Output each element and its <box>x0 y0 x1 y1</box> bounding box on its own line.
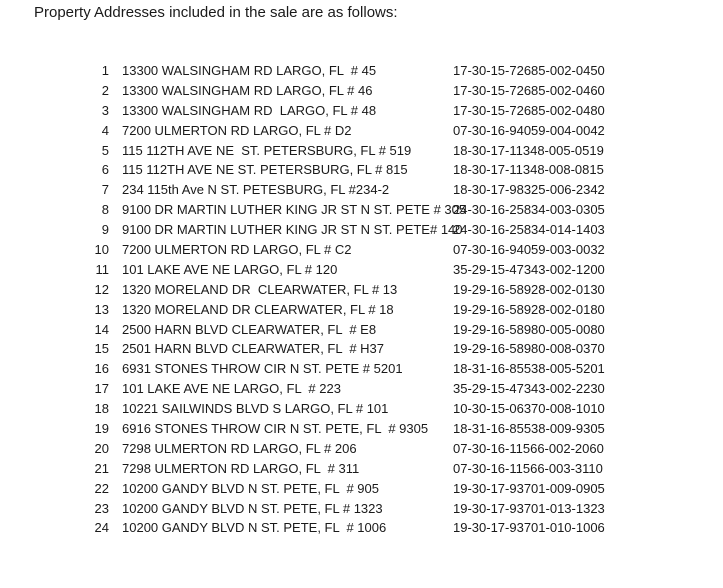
row-number: 20 <box>94 440 109 456</box>
document-heading: Property Addresses included in the sale are as follows: <box>34 4 398 21</box>
property-address: 10221 SAILWINDS BLVD S LARGO, FL # 101 <box>122 401 389 417</box>
property-row <box>0 81 723 101</box>
row-number: 23 <box>94 500 109 516</box>
parcel-number: 10-30-15-06370-008-1010 <box>453 401 605 417</box>
row-number: 14 <box>94 321 109 337</box>
property-address: 13300 WALSINGHAM RD LARGO, FL # 48 <box>122 102 377 118</box>
property-address: 7298 ULMERTON RD LARGO, FL # 206 <box>122 440 357 456</box>
property-row <box>0 220 723 240</box>
row-number: 17 <box>94 381 109 397</box>
property-address: 10200 GANDY BLVD N ST. PETE, FL # 905 <box>122 480 379 496</box>
property-row <box>0 180 723 200</box>
property-row <box>0 518 723 538</box>
row-number: 10 <box>94 242 109 258</box>
parcel-number: 35-29-15-47343-002-2230 <box>453 381 605 397</box>
parcel-number: 18-31-16-85538-009-9305 <box>453 421 605 437</box>
row-number: 18 <box>94 401 109 417</box>
parcel-number: 19-29-16-58980-008-0370 <box>453 341 605 357</box>
row-number: 21 <box>94 460 109 476</box>
property-address: 7298 ULMERTON RD LARGO, FL # 311 <box>122 460 360 476</box>
parcel-number: 19-29-16-58928-002-0130 <box>453 281 605 297</box>
property-row <box>0 399 723 419</box>
property-row <box>0 459 723 479</box>
property-row <box>0 260 723 280</box>
property-row <box>0 359 723 379</box>
parcel-number: 19-30-17-93701-013-1323 <box>453 500 605 516</box>
property-row <box>0 339 723 359</box>
row-number: 2 <box>101 82 109 98</box>
parcel-number: 18-30-17-11348-005-0519 <box>453 142 604 158</box>
parcel-number: 18-30-17-98325-006-2342 <box>453 182 605 198</box>
parcel-number: 18-30-17-11348-008-0815 <box>453 162 604 178</box>
parcel-number: 17-30-15-72685-002-0450 <box>453 63 605 78</box>
property-address: 2500 HARN BLVD CLEARWATER, FL # E8 <box>122 321 377 337</box>
row-number: 19 <box>94 421 109 437</box>
property-address: 9100 DR MARTIN LUTHER KING JR ST N ST. PETE# 140 <box>122 222 463 238</box>
row-number: 13 <box>94 301 109 317</box>
property-row <box>0 61 723 81</box>
property-address: 101 LAKE AVE NE LARGO, FL # 223 <box>122 381 341 397</box>
row-number: 22 <box>94 480 109 496</box>
property-list <box>0 61 723 538</box>
row-number: 12 <box>94 281 109 297</box>
property-address: 10200 GANDY BLVD N ST. PETE, FL # 1323 <box>122 500 383 516</box>
property-row <box>0 499 723 519</box>
property-row <box>0 439 723 459</box>
property-address: 115 112TH AVE NE ST. PETERSBURG, FL # 519 <box>122 142 412 158</box>
property-address: 234 115th Ave N ST. PETESBURG, FL #234-2 <box>122 182 390 198</box>
property-address: 6916 STONES THROW CIR N ST. PETE, FL # 9305 <box>122 421 429 437</box>
row-number: 6 <box>101 162 109 178</box>
parcel-number: 07-30-16-94059-003-0032 <box>453 242 605 258</box>
property-address: 7200 ULMERTON RD LARGO, FL # C2 <box>122 242 352 258</box>
property-address: 10200 GANDY BLVD N ST. PETE, FL # 1006 <box>122 520 387 536</box>
parcel-number: 18-31-16-85538-005-5201 <box>453 361 605 377</box>
row-number: 16 <box>94 361 109 377</box>
parcel-number: 35-29-15-47343-002-1200 <box>453 261 605 277</box>
property-address: 7200 ULMERTON RD LARGO, FL # D2 <box>122 122 352 138</box>
property-row <box>0 121 723 141</box>
parcel-number: 24-30-16-25834-014-1403 <box>453 222 605 238</box>
property-row <box>0 320 723 340</box>
parcel-number: 07-30-16-11566-002-2060 <box>453 440 604 456</box>
row-number: 11 <box>95 261 109 277</box>
property-address: 115 112TH AVE NE ST. PETERSBURG, FL # 815 <box>122 162 408 178</box>
property-address: 9100 DR MARTIN LUTHER KING JR ST N ST. PETE # 305 <box>122 202 467 218</box>
property-row <box>0 419 723 439</box>
row-number: 3 <box>101 102 109 118</box>
parcel-number: 07-30-16-11566-003-3110 <box>453 460 603 476</box>
row-number: 15 <box>94 341 109 357</box>
row-number: 4 <box>101 122 109 138</box>
row-number: 7 <box>101 182 109 198</box>
row-number: 1 <box>101 63 109 78</box>
property-address: 1320 MORELAND DR CLEARWATER, FL # 18 <box>122 301 394 317</box>
row-number: 8 <box>101 202 109 218</box>
row-number: 5 <box>101 142 109 158</box>
property-address: 2501 HARN BLVD CLEARWATER, FL # H37 <box>122 341 385 357</box>
property-row <box>0 101 723 121</box>
property-address: 1320 MORELAND DR CLEARWATER, FL # 13 <box>122 281 398 297</box>
property-row <box>0 160 723 180</box>
property-row <box>0 200 723 220</box>
parcel-number: 19-29-16-58928-002-0180 <box>453 301 605 317</box>
parcel-number: 19-30-17-93701-009-0905 <box>453 480 605 496</box>
property-row <box>0 379 723 399</box>
property-address: 13300 WALSINGHAM RD LARGO, FL # 45 <box>122 63 377 78</box>
parcel-number: 17-30-15-72685-002-0460 <box>453 82 605 98</box>
parcel-number: 19-29-16-58980-005-0080 <box>453 321 605 337</box>
property-row <box>0 141 723 161</box>
row-number: 9 <box>101 222 109 238</box>
parcel-number: 17-30-15-72685-002-0480 <box>453 102 605 118</box>
property-address: 6931 STONES THROW CIR N ST. PETE # 5201 <box>122 361 403 377</box>
parcel-number: 24-30-16-25834-003-0305 <box>453 202 605 218</box>
property-row <box>0 280 723 300</box>
parcel-number: 19-30-17-93701-010-1006 <box>453 520 605 536</box>
property-address: 101 LAKE AVE NE LARGO, FL # 120 <box>122 261 338 277</box>
parcel-number: 07-30-16-94059-004-0042 <box>453 122 605 138</box>
property-row <box>0 479 723 499</box>
property-address: 13300 WALSINGHAM RD LARGO, FL # 46 <box>122 82 373 98</box>
property-row <box>0 240 723 260</box>
row-number: 24 <box>94 520 109 536</box>
property-row <box>0 300 723 320</box>
